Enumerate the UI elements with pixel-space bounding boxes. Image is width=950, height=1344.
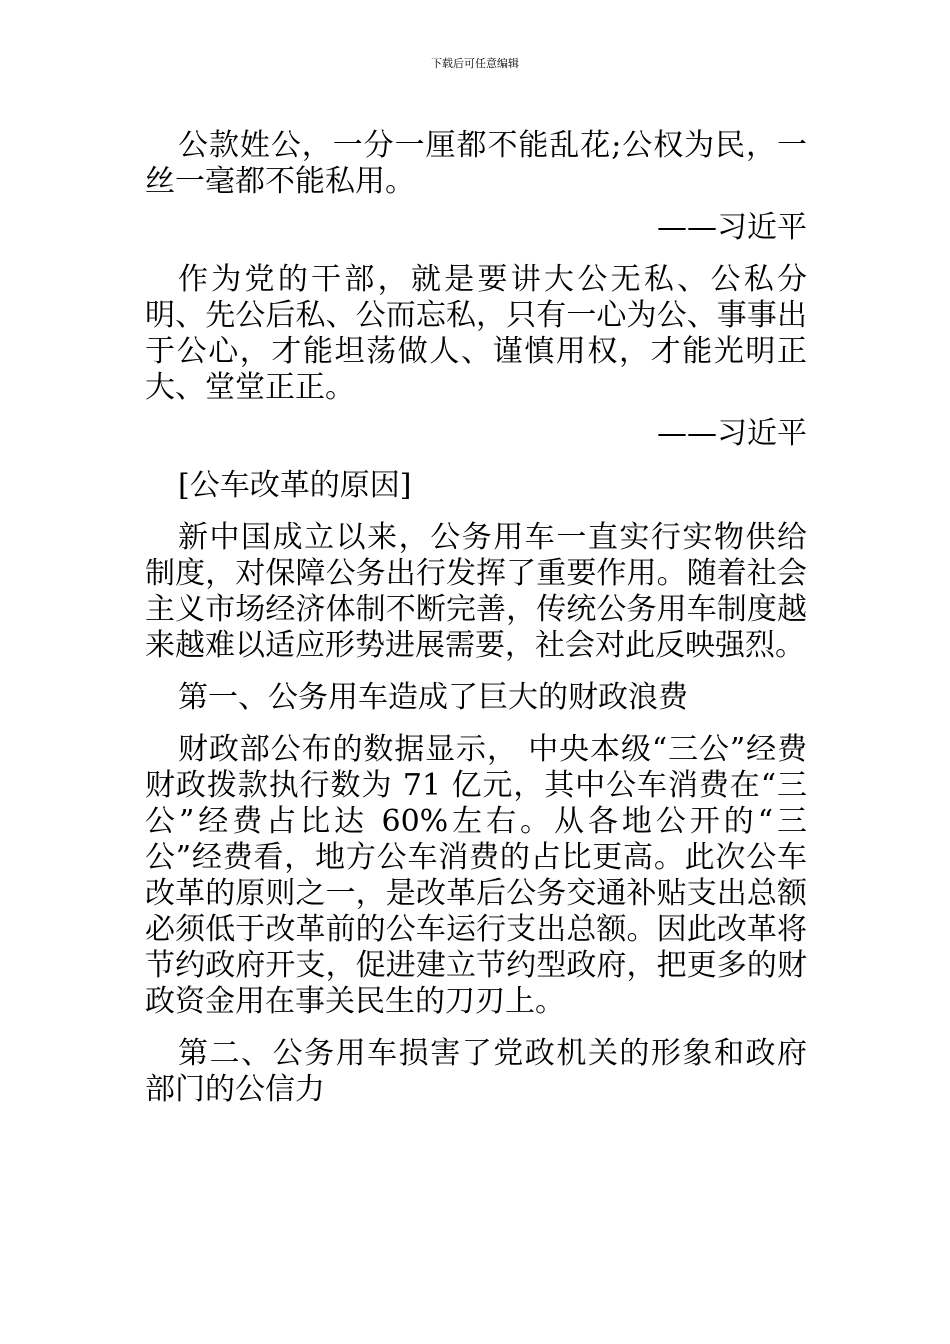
quote-2-author: ——习近平 bbox=[657, 416, 807, 451]
intro-paragraph: 新中国成立以来，公务用车一直实行实物供给制度，对保障公务出行发挥了重要作用。随着社会主义市场经济体制不断完善，传统公务用车制度越来越难以适应形势进展需要，社会对此反映强烈。 bbox=[145, 520, 807, 663]
quote-1-author: ——习近平 bbox=[657, 210, 807, 245]
section-heading: [公车改革的原因] bbox=[178, 468, 412, 503]
quote-1-text: 公款姓公，一分一厘都不能乱花;公权为民，一丝一毫都不能私用。 bbox=[145, 128, 807, 199]
document-body bbox=[145, 128, 807, 1108]
quote-2-text: 作为党的干部，就是要讲大公无私、公私分明、先公后私、公而忘私，只有一心为公、事事出于公心，才能坦荡做人、谨慎用权，才能光明正大、堂堂正正。 bbox=[145, 262, 807, 405]
page-header: 下载后可任意编辑 bbox=[431, 57, 519, 70]
point-1-body: 财政部公布的数据显示， 中央本级“三公”经费财政拨款执行数为 71 亿元，其中公车消费在“三公”经费占比达 60%左右。从各地公开的“三公”经费看，地方公车消费的占比更高。此次公车改革的原则之一，是改革后公务交通补贴支出总额必须低于改革前的公车运行支出总额。因此改革将节约政府开支，促进建立节约型政府，把更多的财政资金用在事关民生的刀刃上。 bbox=[145, 732, 807, 1019]
point-2-title: 第二、公务用车损害了党政机关的形象和政府部门的公信力 bbox=[145, 1036, 807, 1107]
point-1-title: 第一、公务用车造成了巨大的财政浪费 bbox=[178, 680, 688, 715]
